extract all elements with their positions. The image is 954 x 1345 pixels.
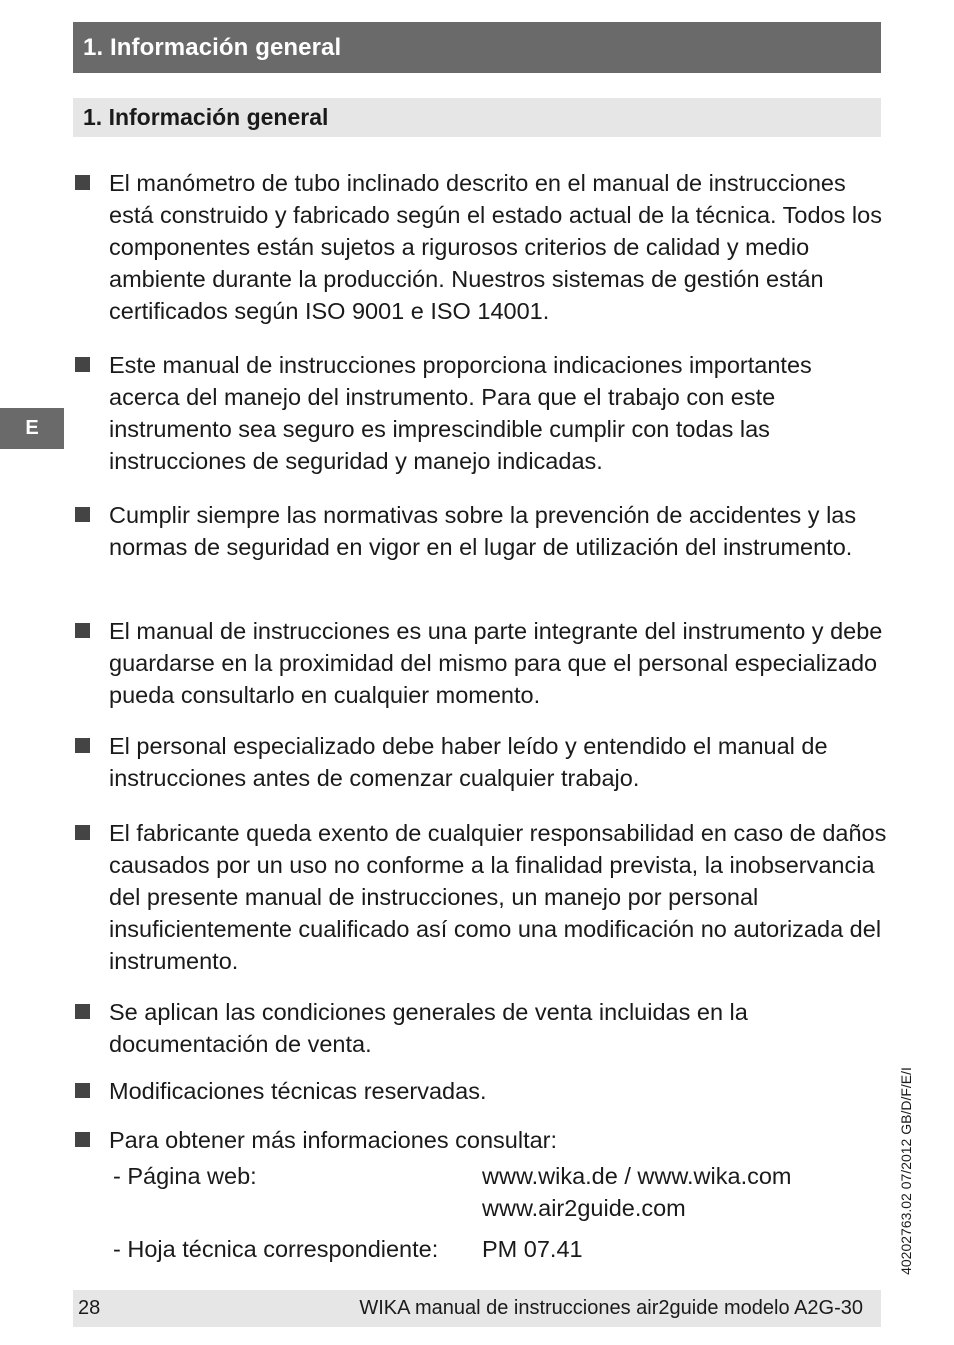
list-item-text: El manual de instrucciones es una parte integrante del instrumento y debe guardarse en la proximidad del mismo para que el personal especializado pueda consultarlo en cualquier momento. [109,618,883,708]
web-label: - Página web: [113,1163,257,1189]
web-link-secondary[interactable]: www.air2guide.com [482,1195,686,1221]
list-item [73,499,888,563]
document-code-text: 40202763.02 07/2012 GB/D/F/E/I [898,1066,914,1275]
list-item [73,615,888,711]
list-item [73,996,888,1060]
square-bullet-icon [75,507,90,522]
list-item [73,1075,888,1107]
square-bullet-icon [75,357,90,372]
list-item-text: El fabricante queda exento de cualquier responsabilidad en caso de daños causados por un uso no conforme a la finalidad prevista, la inobservancia del presente manual de instrucciones, un manejo por personal insuficientemente cualificado así como una modificación no autorizada del instrumento. [109,820,887,974]
list-item [73,730,888,794]
chapter-header [73,22,881,73]
chapter-title: 1. Información general [83,33,342,61]
footer-title: WIKA manual de instrucciones air2guide modelo A2G-30 [359,1297,863,1319]
list-item-text: Cumplir siempre las normativas sobre la prevención de accidentes y las normas de seguridad en vigor en el lugar de utilización del instrumento. [109,502,857,560]
square-bullet-icon [75,825,90,840]
list-item [73,349,888,477]
square-bullet-icon [75,175,90,190]
square-bullet-icon [75,1004,90,1019]
list-item [73,167,888,327]
list-item-text: El manómetro de tubo inclinado descrito en el manual de instrucciones está construido y fabricado según el estado actual de la técnica. Todos los componentes están sujetos a rigurosos criterios de calidad y medio ambiente durante la producción. Nuestros sistemas de gestión están certificados según ISO 9001 e ISO 14001. [109,170,882,324]
list-item-text: Este manual de instrucciones proporciona indicaciones importantes acerca del manejo del instrumento. Para que el trabajo con este instrumento sea seguro es imprescindible cumplir con todas las instrucciones de seguridad y manejo indicadas. [109,352,812,474]
list-item-text: Para obtener más informaciones consultar: [109,1127,558,1153]
list-item [73,1124,888,1156]
list-item-text: Modificaciones técnicas reservadas. [109,1078,487,1104]
datasheet-value: PM 07.41 [482,1236,583,1262]
section-header [73,98,881,137]
page-number: 28 [78,1297,101,1319]
square-bullet-icon [75,1132,90,1147]
web-link-primary[interactable]: www.wika.de / www.wika.com [482,1163,792,1189]
square-bullet-icon [75,623,90,638]
datasheet-label: - Hoja técnica correspondiente: [113,1236,439,1262]
page-footer [73,1290,881,1327]
section-title: 1. Información general [83,104,329,130]
list-item [73,817,888,977]
document-code [894,1052,918,1289]
square-bullet-icon [75,1083,90,1098]
list-item-text: Se aplican las condiciones generales de venta incluidas en la documentación de venta. [109,999,748,1057]
square-bullet-icon [75,738,90,753]
list-item-text: El personal especializado debe haber leído y entendido el manual de instrucciones antes de comenzar cualquier trabajo. [109,733,828,791]
language-tab-label: E [25,417,39,439]
language-tab [0,408,64,449]
